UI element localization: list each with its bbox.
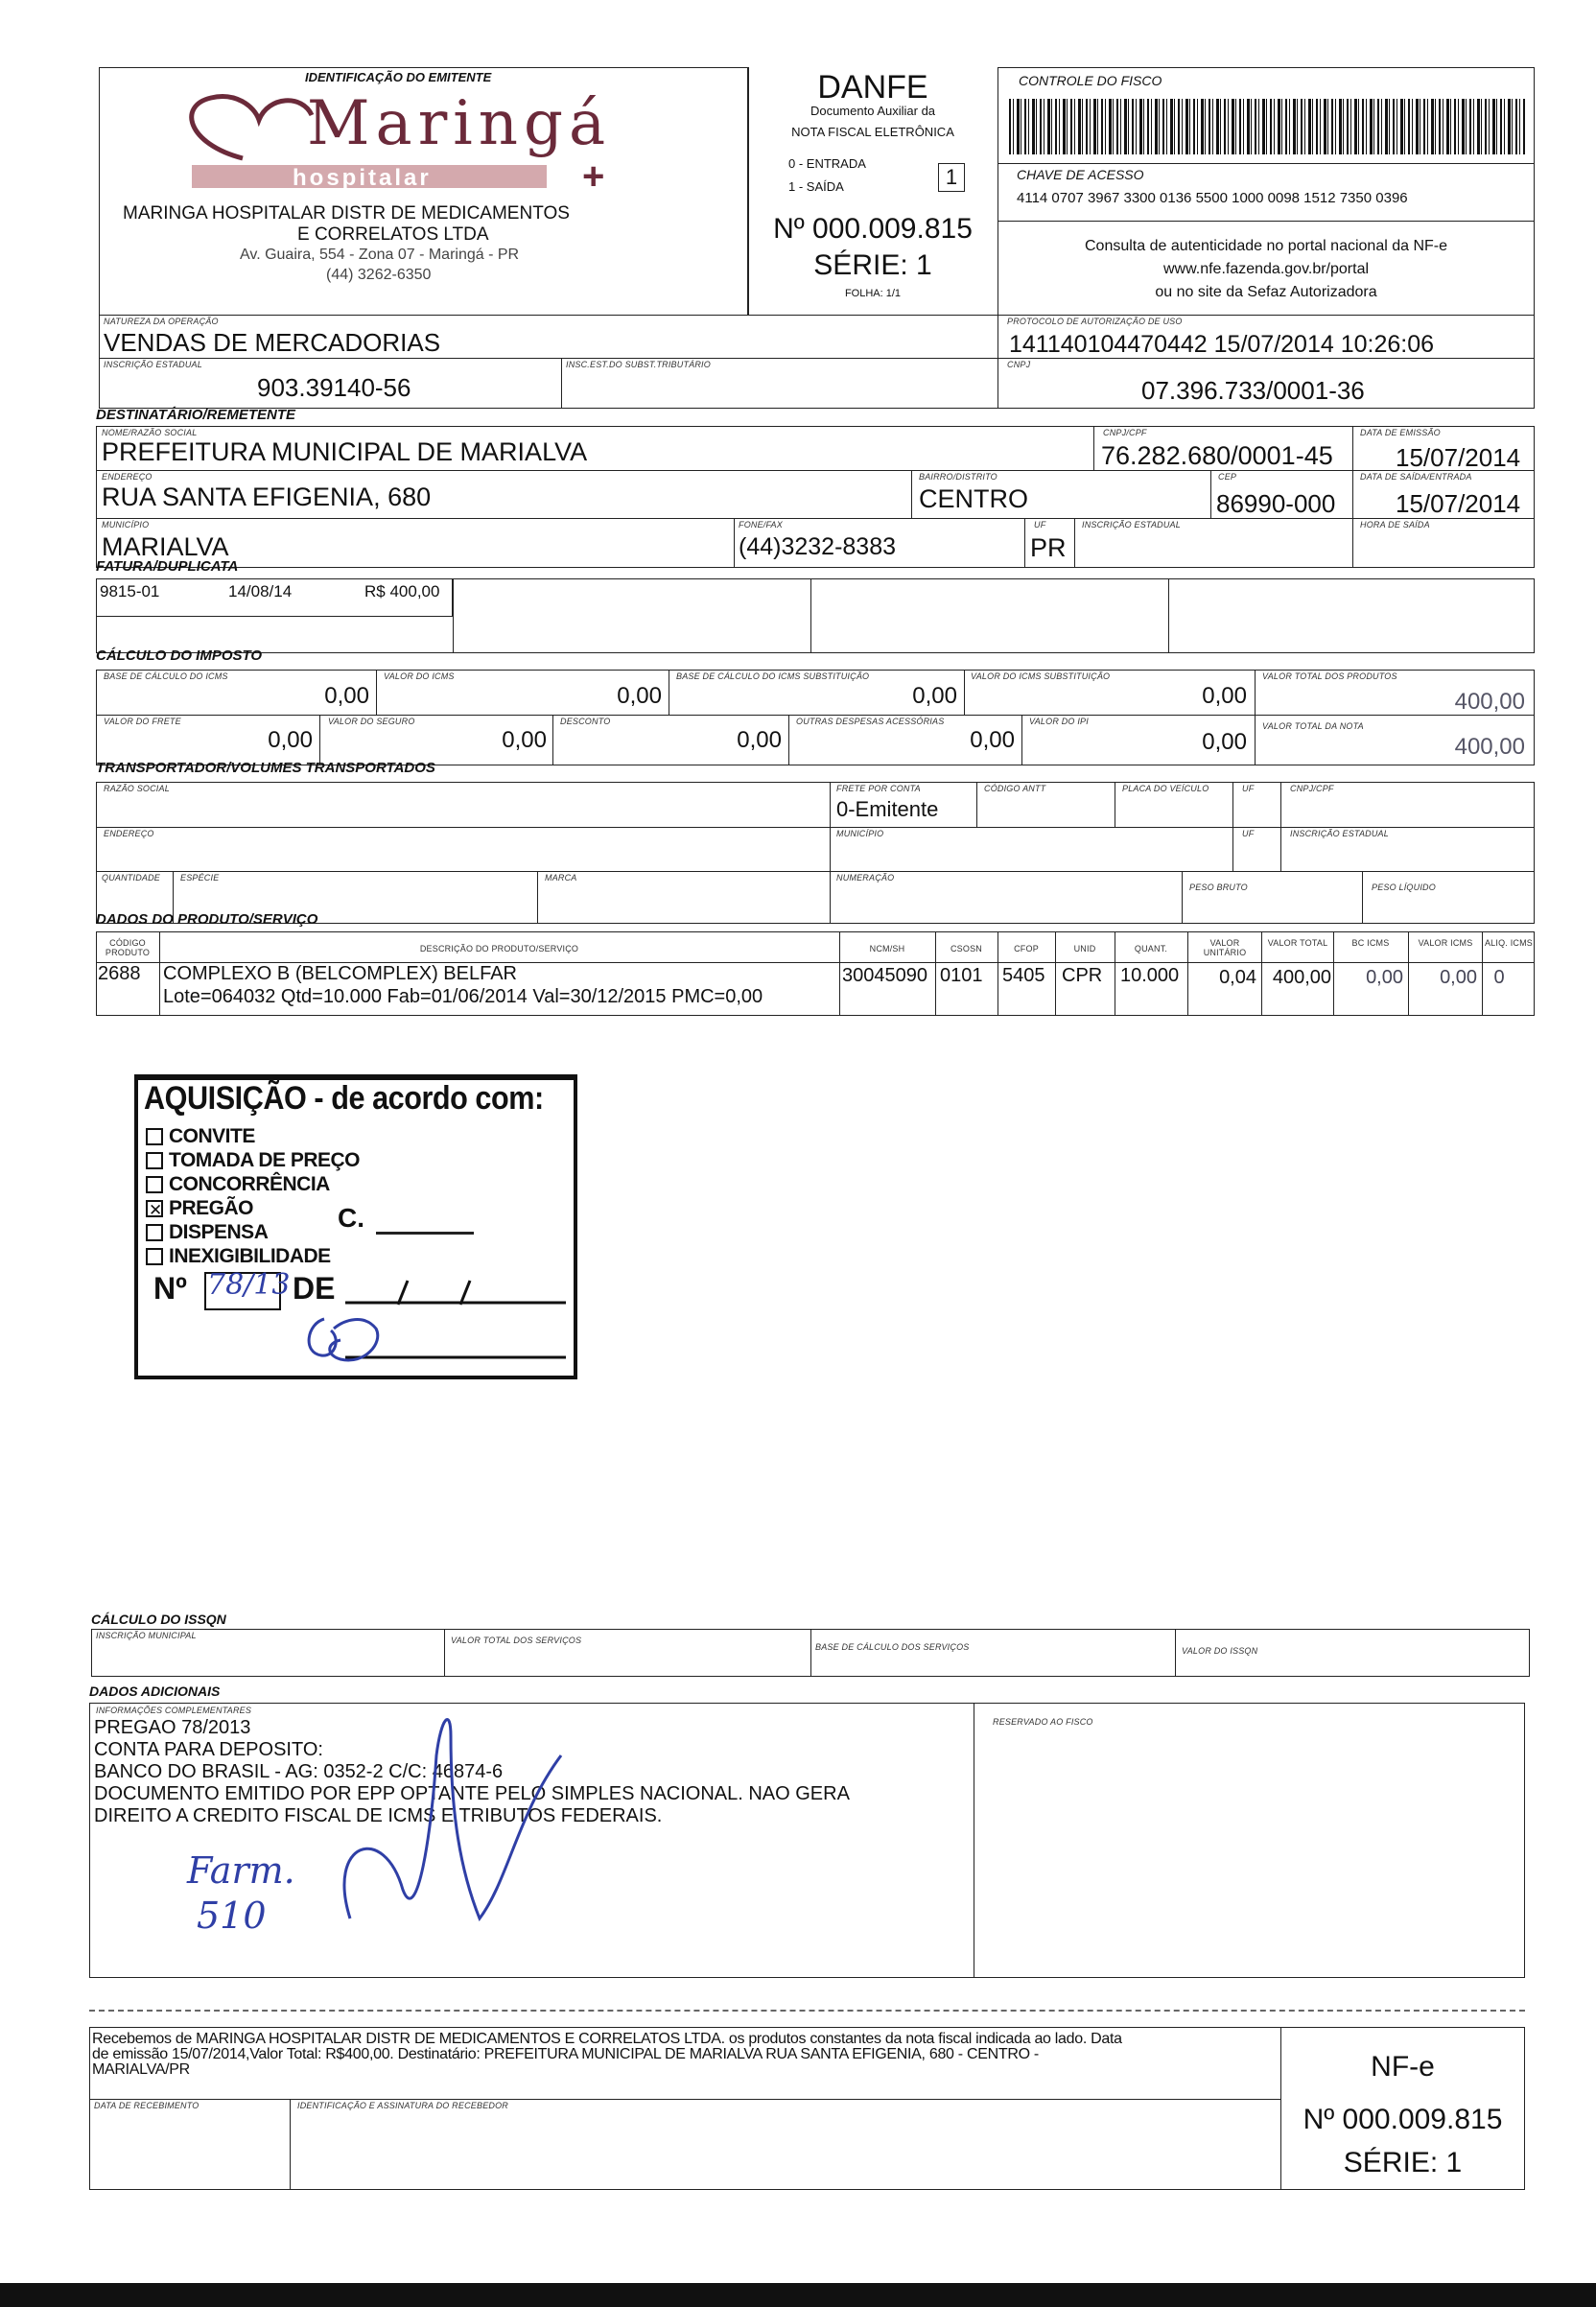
info-line: DOCUMENTO EMITIDO POR EPP OPTANTE PELO SIMPLES NACIONAL. NAO GERA bbox=[94, 1783, 850, 1804]
transp-numeracao-label: NUMERAÇÃO bbox=[836, 873, 895, 883]
dest-fone-label: FONE/FAX bbox=[739, 520, 783, 530]
emitente-address: Av. Guaira, 554 - Zona 07 - Maringá - PR bbox=[240, 247, 520, 263]
checkbox-icon bbox=[146, 1128, 163, 1145]
stamp-title: AQUISIÇÃO - de acordo com: bbox=[144, 1080, 544, 1117]
canhoto-text bbox=[92, 2032, 1122, 2078]
cell-unid: CPR bbox=[1062, 965, 1103, 986]
dest-nome-label: NOME/RAZÃO SOCIAL bbox=[102, 428, 198, 437]
transp-uf-label: UF bbox=[1242, 784, 1255, 793]
canhoto-data-label: DATA DE RECEBIMENTO bbox=[94, 2101, 200, 2110]
dest-endereco-value: RUA SANTA EFIGENIA, 680 bbox=[102, 483, 432, 511]
barcode bbox=[1009, 99, 1525, 154]
danfe-subtitle1: Documento Auxiliar da bbox=[810, 104, 936, 118]
dest-cnpj-value: 76.282.680/0001-45 bbox=[1101, 441, 1333, 470]
produtos-section-label: DADOS DO PRODUTO/SERVIÇO bbox=[96, 911, 318, 928]
cell-lote: Lote=064032 Qtd=10.000 Fab=01/06/2014 Val=30/12/2015 PMC=0,00 bbox=[163, 986, 763, 1007]
natureza-label: NATUREZA DA OPERAÇÃO bbox=[104, 317, 219, 326]
emitente-section-label: IDENTIFICAÇÃO DO EMITENTE bbox=[305, 70, 492, 84]
adicionais-section-label: DADOS ADICIONAIS bbox=[89, 1683, 221, 1699]
dest-uf-label: UF bbox=[1034, 520, 1046, 530]
transp-endereco-label: ENDEREÇO bbox=[104, 829, 154, 838]
seguro-label: VALOR DO SEGURO bbox=[328, 717, 415, 726]
transporte-box bbox=[96, 782, 1535, 924]
dest-cep-label: CEP bbox=[1218, 472, 1237, 482]
dest-saida-value: 15/07/2014 bbox=[1396, 489, 1521, 518]
bc-st-label: BASE DE CÁLCULO DO ICMS SUBSTITUIÇÃO bbox=[676, 671, 870, 681]
protocolo-label: PROTOCOLO DE AUTORIZAÇÃO DE USO bbox=[1007, 317, 1183, 326]
issqn-bc-label: BASE DE CÁLCULO DOS SERVIÇOS bbox=[815, 1642, 970, 1652]
danfe-serie: SÉRIE: 1 bbox=[813, 249, 932, 281]
fatura-numero: 9815-01 bbox=[100, 582, 160, 600]
cell-cfop: 5405 bbox=[1002, 965, 1045, 986]
v-icms-value: 0,00 bbox=[617, 683, 662, 709]
dest-emissao-label: DATA DE EMISSÃO bbox=[1360, 428, 1441, 437]
transp-razao-label: RAZÃO SOCIAL bbox=[104, 784, 170, 793]
info-line: BANCO DO BRASIL - AG: 0352-2 C/C: 46874-6 bbox=[94, 1761, 504, 1782]
dest-uf-value: PR bbox=[1030, 533, 1067, 562]
dest-saida-label: DATA DE SAÍDA/ENTRADA bbox=[1360, 472, 1472, 482]
scan-border-bottom bbox=[0, 2283, 1596, 2307]
canhoto-serie: SÉRIE: 1 bbox=[1343, 2147, 1463, 2178]
info-line: PREGAO 78/2013 bbox=[94, 1717, 251, 1738]
issqn-v-label: VALOR DO ISSQN bbox=[1182, 1646, 1258, 1656]
th-aliq: ALIQ. ICMS bbox=[1484, 938, 1533, 948]
v-st-value: 0,00 bbox=[1202, 683, 1247, 709]
cnpj-emit-value: 07.396.733/0001-36 bbox=[1141, 376, 1365, 405]
stamp-option-inexigibilidade: INEXIGIBILIDADE bbox=[146, 1244, 360, 1268]
cell-csosn: 0101 bbox=[940, 965, 983, 986]
canhoto-nfe: NF-e bbox=[1371, 2051, 1435, 2083]
dest-municipio-value: MARIALVA bbox=[102, 532, 229, 561]
outras-label: OUTRAS DESPESAS ACESSÓRIAS bbox=[796, 717, 945, 726]
cnpj-emit-label: CNPJ bbox=[1007, 360, 1031, 369]
transp-especie-label: ESPÉCIE bbox=[180, 873, 220, 883]
destinatario-section-label: DESTINATÁRIO/REMETENTE bbox=[96, 407, 296, 423]
th-bcicms: BC ICMS bbox=[1351, 938, 1390, 948]
danfe-subtitle2: NOTA FISCAL ELETRÔNICA bbox=[791, 125, 954, 139]
frete-value: 0,00 bbox=[268, 727, 313, 753]
transp-cnpj-label: CNPJ/CPF bbox=[1290, 784, 1334, 793]
seguro-value: 0,00 bbox=[502, 727, 547, 753]
consulta-line2: www.nfe.fazenda.gov.br/portal bbox=[1162, 261, 1370, 277]
dest-fone-value: (44)3232-8383 bbox=[739, 533, 897, 560]
checkbox-icon bbox=[146, 1224, 163, 1241]
fatura-section-label: FATURA/DUPLICATA bbox=[96, 558, 239, 575]
cell-vicms: 0,00 bbox=[1440, 967, 1477, 988]
dest-cep-value: 86990-000 bbox=[1216, 489, 1336, 518]
cell-ncm: 30045090 bbox=[842, 965, 927, 986]
dest-municipio-label: MUNICÍPIO bbox=[102, 520, 150, 530]
imposto-section-label: CÁLCULO DO IMPOSTO bbox=[96, 647, 263, 664]
dest-ie-label: INSCRIÇÃO ESTADUAL bbox=[1082, 520, 1181, 530]
chave-label: CHAVE DE ACESSO bbox=[1017, 167, 1144, 182]
cell-codigo: 2688 bbox=[98, 963, 141, 984]
logo-name: Maringá bbox=[307, 88, 612, 159]
dest-bairro-label: BAIRRO/DISTRITO bbox=[919, 472, 998, 482]
dest-endereco-label: ENDEREÇO bbox=[102, 472, 153, 482]
transp-frete-label: FRETE POR CONTA bbox=[836, 784, 921, 793]
desconto-value: 0,00 bbox=[737, 727, 782, 753]
cell-aliq: 0 bbox=[1493, 967, 1505, 988]
fatura-valor: R$ 400,00 bbox=[364, 582, 440, 600]
consulta-line3: ou no site da Sefaz Autorizadora bbox=[1155, 284, 1377, 300]
logo-plus-icon: + bbox=[582, 155, 605, 198]
danfe-tipo-box bbox=[938, 163, 965, 192]
stamp-option-convite: CONVITE bbox=[146, 1124, 360, 1148]
reservado-label: RESERVADO AO FISCO bbox=[993, 1717, 1093, 1727]
stamp-option-pregao: ✕PREGÃO bbox=[146, 1196, 360, 1220]
stamp-signature-icon bbox=[288, 1300, 393, 1377]
stamp-de: DE bbox=[293, 1271, 336, 1306]
transp-peso-liquido-label: PESO LÍQUIDO bbox=[1372, 883, 1436, 892]
transp-placa-label: PLACA DO VEÍCULO bbox=[1122, 784, 1209, 793]
transp-uf2-label: UF bbox=[1242, 829, 1255, 838]
fatura-vencimento: 14/08/14 bbox=[228, 582, 293, 600]
v-prod-label: VALOR TOTAL DOS PRODUTOS bbox=[1262, 671, 1397, 681]
ie-label: INSCRIÇÃO ESTADUAL bbox=[104, 360, 202, 369]
danfe-entrada: 0 - ENTRADA bbox=[788, 156, 866, 171]
ie-value: 903.39140-56 bbox=[257, 373, 411, 402]
stamp-option-tomada: TOMADA DE PREÇO bbox=[146, 1148, 360, 1172]
bc-icms-value: 0,00 bbox=[324, 683, 369, 709]
v-nota-label: VALOR TOTAL DA NOTA bbox=[1262, 721, 1364, 731]
cut-line bbox=[89, 2010, 1525, 2012]
stamp-options bbox=[146, 1124, 360, 1268]
v-nota-value: 400,00 bbox=[1454, 734, 1525, 760]
th-vtotal: VALOR TOTAL bbox=[1267, 938, 1328, 948]
cell-bcicms: 0,00 bbox=[1366, 967, 1403, 988]
logo-subtitle: hospitalar bbox=[293, 165, 432, 191]
th-unid: UNID bbox=[1073, 944, 1096, 953]
checked-checkbox-icon bbox=[146, 1200, 163, 1217]
stamp-option-concorrencia: CONCORRÊNCIA bbox=[146, 1172, 360, 1196]
v-st-label: VALOR DO ICMS SUBSTITUIÇÃO bbox=[971, 671, 1111, 681]
transp-frete-value: 0-Emitente bbox=[836, 797, 939, 821]
protocolo-value: 141140104470442 15/07/2014 10:26:06 bbox=[1009, 331, 1435, 358]
cell-descricao: COMPLEXO B (BELCOMPLEX) BELFAR bbox=[163, 963, 517, 984]
info-label: INFORMAÇÕES COMPLEMENTARES bbox=[96, 1706, 252, 1715]
consulta-line1: Consulta de autenticidade no portal nacional da NF-e bbox=[1084, 238, 1448, 254]
bc-icms-label: BASE DE CÁLCULO DO ICMS bbox=[104, 671, 228, 681]
dest-nome-value: PREFEITURA MUNICIPAL DE MARIALVA bbox=[102, 437, 588, 466]
controle-label: CONTROLE DO FISCO bbox=[1019, 73, 1162, 88]
v-icms-label: VALOR DO ICMS bbox=[384, 671, 455, 681]
th-quant: QUANT. bbox=[1134, 944, 1168, 953]
danfe-numero: Nº 000.009.815 bbox=[773, 213, 973, 245]
canhoto-numero: Nº 000.009.815 bbox=[1303, 2104, 1503, 2135]
dest-hora-label: HORA DE SAÍDA bbox=[1360, 520, 1430, 530]
transp-municipio-label: MUNICÍPIO bbox=[836, 829, 884, 838]
handwritten-510: 510 bbox=[197, 1895, 267, 1937]
transp-marca-label: MARCA bbox=[545, 873, 577, 883]
desconto-label: DESCONTO bbox=[560, 717, 611, 726]
natureza-value: VENDAS DE MERCADORIAS bbox=[104, 328, 441, 357]
info-line: CONTA PARA DEPOSITO: bbox=[94, 1739, 323, 1760]
emitente-name-line2: E CORRELATOS LTDA bbox=[297, 224, 489, 245]
stamp-option-dispensa: DISPENSA bbox=[146, 1220, 360, 1244]
cell-quant: 10.000 bbox=[1120, 965, 1180, 986]
frete-label: VALOR DO FRETE bbox=[104, 717, 181, 726]
dest-bairro-value: CENTRO bbox=[919, 484, 1028, 513]
transp-ie-label: INSCRIÇÃO ESTADUAL bbox=[1290, 829, 1389, 838]
checkbox-icon bbox=[146, 1248, 163, 1265]
emitente-phone: (44) 3262-6350 bbox=[326, 267, 432, 283]
danfe-title: DANFE bbox=[817, 69, 928, 106]
transp-antt-label: CÓDIGO ANTT bbox=[984, 784, 1046, 793]
emitente-name-line1: MARINGA HOSPITALAR DISTR DE MEDICAMENTOS bbox=[123, 203, 570, 224]
checkbox-icon bbox=[146, 1176, 163, 1193]
issqn-section-label: CÁLCULO DO ISSQN bbox=[91, 1612, 226, 1627]
dest-cnpj-label: CNPJ/CPF bbox=[1103, 428, 1147, 437]
th-vicms: VALOR ICMS bbox=[1418, 938, 1473, 948]
handwritten-farm: Farm. bbox=[187, 1849, 295, 1892]
cell-vtotal: 400,00 bbox=[1272, 967, 1331, 988]
cell-vunit: 0,04 bbox=[1219, 967, 1256, 988]
th-codigo: CÓDIGO PRODUTO bbox=[105, 938, 151, 957]
canhoto-line: MARIALVA/PR bbox=[92, 2061, 190, 2078]
signature-icon bbox=[326, 1698, 575, 1947]
th-descricao: DESCRIÇÃO DO PRODUTO/SERVIÇO bbox=[419, 944, 579, 953]
chave-acesso: 4114 0707 3967 3300 0136 5500 1000 0098 1512 7350 0396 bbox=[1017, 190, 1408, 206]
dest-emissao-value: 15/07/2014 bbox=[1396, 443, 1521, 472]
danfe-tipo: 1 bbox=[945, 165, 958, 189]
checkbox-icon bbox=[146, 1152, 163, 1169]
ipi-label: VALOR DO IPI bbox=[1029, 717, 1089, 726]
th-cfop: CFOP bbox=[1014, 944, 1039, 953]
transporte-section-label: TRANSPORTADOR/VOLUMES TRANSPORTADOS bbox=[96, 760, 435, 776]
stamp-c-label: C. bbox=[338, 1203, 364, 1233]
bc-st-value: 0,00 bbox=[912, 683, 957, 709]
v-prod-value: 400,00 bbox=[1454, 689, 1525, 715]
issqn-im-label: INSCRIÇÃO MUNICIPAL bbox=[96, 1631, 197, 1640]
transp-qtd-label: QUANTIDADE bbox=[102, 873, 161, 883]
th-csosn: CSOSN bbox=[950, 944, 982, 953]
stamp-numero-prefix: Nº bbox=[153, 1271, 187, 1306]
issqn-vserv-label: VALOR TOTAL DOS SERVIÇOS bbox=[451, 1636, 582, 1645]
danfe-saida: 1 - SAÍDA bbox=[788, 179, 844, 194]
canhoto-ident-label: IDENTIFICAÇÃO E ASSINATURA DO RECEBEDOR bbox=[297, 2101, 508, 2110]
stamp-numero: 78/13 bbox=[207, 1268, 291, 1302]
ipi-value: 0,00 bbox=[1202, 729, 1247, 755]
canhoto-line: de emissão 15/07/2014,Valor Total: R$400,00. Destinatário: PREFEITURA MUNICIPAL DE MARIALVA RUA SANTA EFIGENIA, 680 - CENTRO - bbox=[92, 2046, 1039, 2062]
th-vunit: VALOR UNITÁRIO bbox=[1203, 938, 1247, 957]
canhoto-line: Recebemos de MARINGA HOSPITALAR DISTR DE MEDICAMENTOS E CORRELATOS LTDA. os produtos constantes da nota fiscal indicada ao lado. Data bbox=[92, 2031, 1122, 2047]
iest-label: INSC.EST.DO SUBST.TRIBUTÁRIO bbox=[566, 360, 711, 369]
outras-value: 0,00 bbox=[970, 727, 1015, 753]
danfe-folha: FOLHA: 1/1 bbox=[844, 288, 902, 299]
th-ncm: NCM/SH bbox=[869, 944, 905, 953]
transp-peso-bruto-label: PESO BRUTO bbox=[1189, 883, 1248, 892]
info-line: DIREITO A CREDITO FISCAL DE ICMS E TRIBUTOS FEDERAIS. bbox=[94, 1805, 663, 1826]
